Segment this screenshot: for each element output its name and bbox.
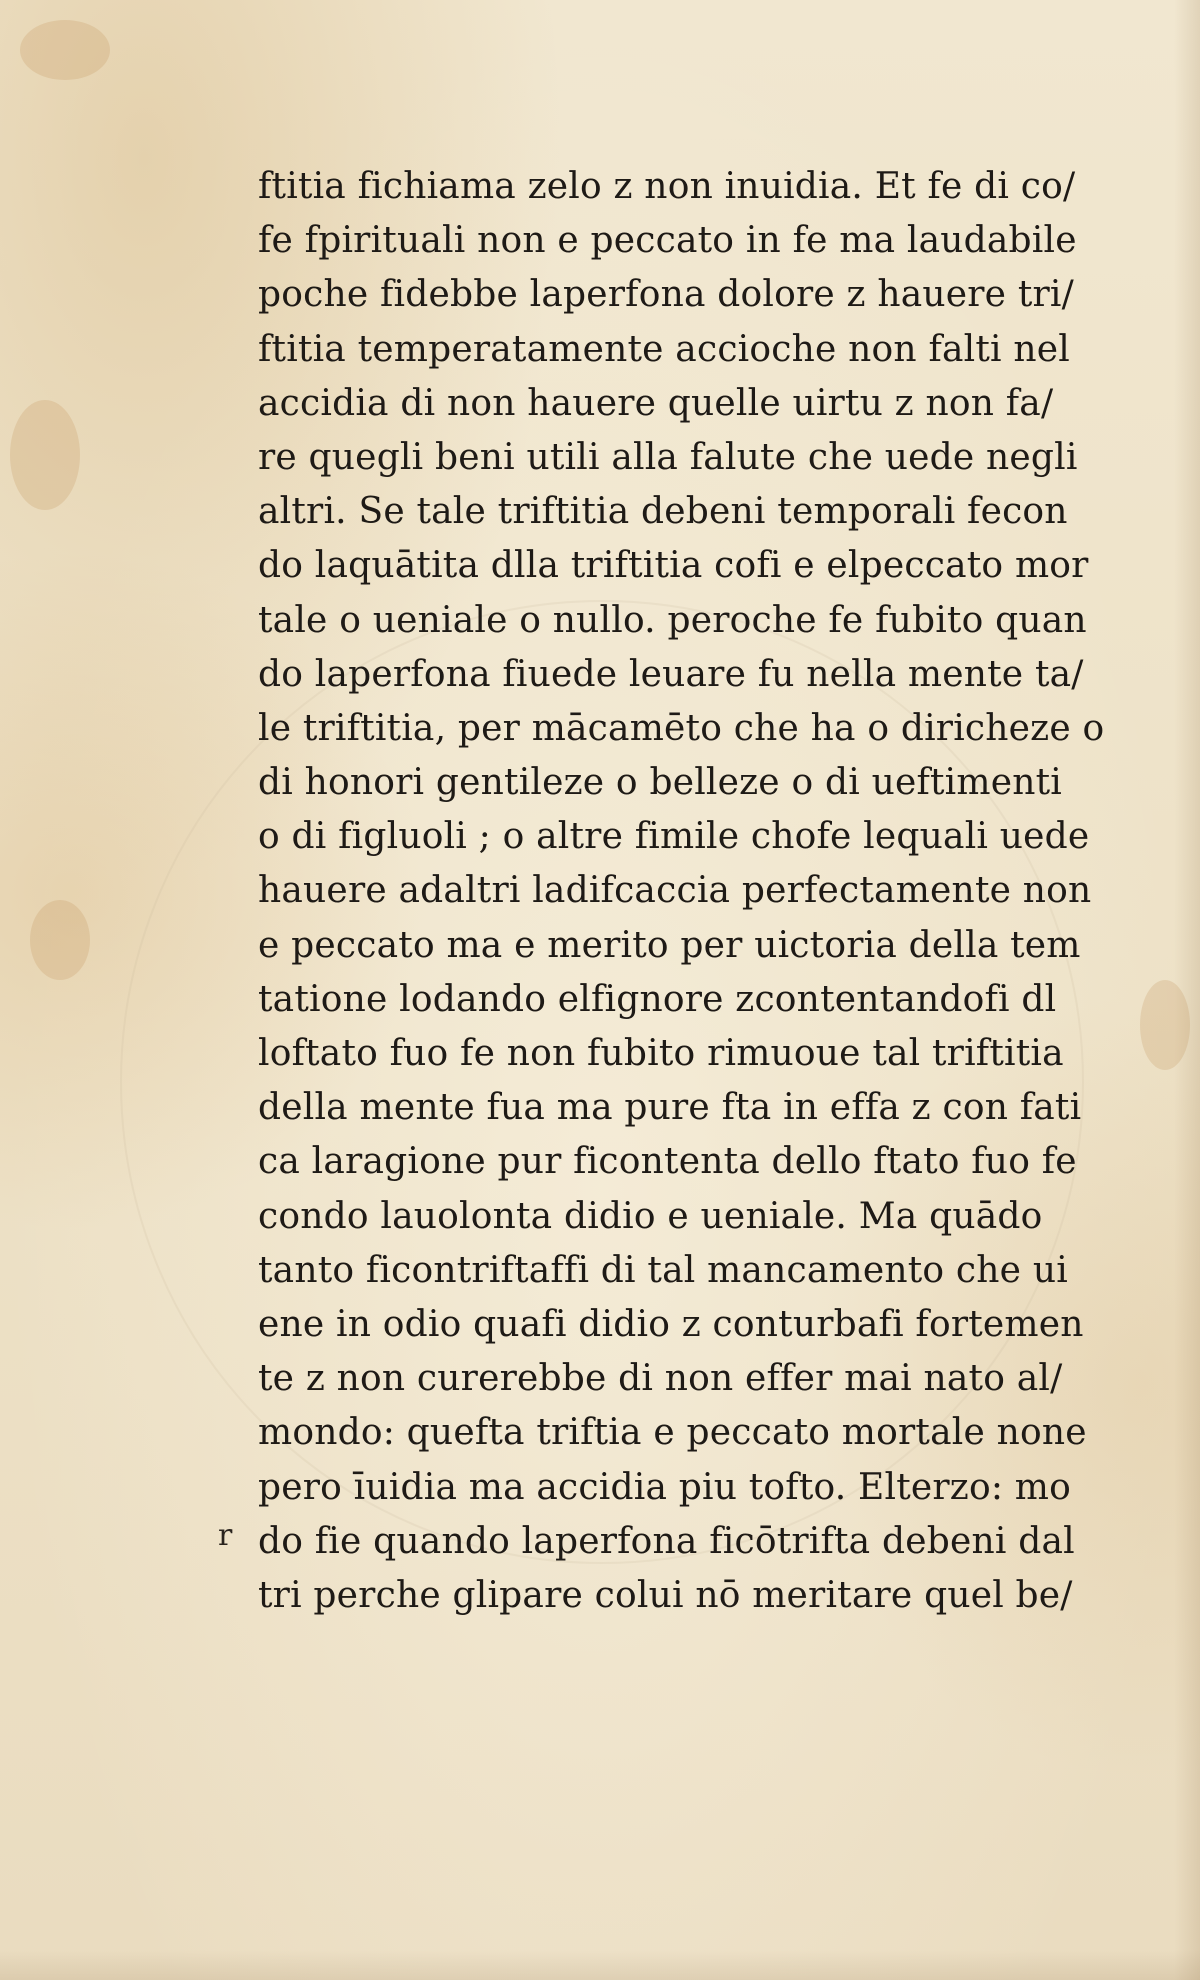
text-line: di honori gentileze o belleze o di ueftimenti [258, 762, 1062, 804]
margin-mark: r [218, 1518, 233, 1553]
foxing-stain [10, 400, 80, 510]
text-line: fe fpirituali non e peccato in fe ma laudabile [258, 220, 1077, 262]
foxing-stain [30, 900, 90, 980]
text-line: o di figluoli ; o altre fimile chofe lequali uede [258, 816, 1090, 858]
text-line: loftato fuo fe non fubito rimuoue tal triftitia [258, 1033, 1064, 1074]
text-line: poche fidebbe laperfona dolore z hauere tri/ [258, 274, 1074, 316]
text-line: tale o ueniale o nullo. peroche fe fubito quan [258, 599, 1087, 641]
page-edge-shadow [1174, 0, 1200, 1980]
text-line: do fie quando laperfona ficōtrifta debeni dal [258, 1520, 1075, 1562]
foxing-stain [20, 20, 110, 80]
text-line: le triftitia, per mācamēto che ha o diricheze o [258, 707, 1105, 749]
text-line: altri. Se tale triftitia debeni temporali fecon [258, 491, 1068, 533]
text-line: re quegli beni utili alla falute che uede negli [258, 436, 1078, 478]
body-text [258, 160, 1118, 1623]
text-line: te z non curerebbe di non effer mai nato al/ [258, 1358, 1063, 1400]
text-line: tri perche glipare colui nō meritare quel be/ [258, 1574, 1073, 1616]
text-line: della mente fua ma pure fta in effa z con fati [258, 1087, 1082, 1129]
text-line: e peccato ma e merito per uictoria della tem [258, 924, 1081, 966]
text-line: ftitia temperatamente accioche non falti nel [258, 328, 1070, 370]
text-line: mondo: quefta triftia e peccato mortale none [258, 1412, 1087, 1454]
text-line: tanto ficontriftaffi di tal mancamento che ui [258, 1249, 1068, 1291]
text-line: ene in odio quafi didio z conturbafi fortemen [258, 1303, 1084, 1345]
text-line: pero īuidia ma accidia piu tofto. Elterzo: mo [258, 1466, 1072, 1508]
text-line: hauere adaltri ladifcaccia perfectamente non [258, 870, 1092, 912]
text-line: ftitia fichiama zelo z non inuidia. Et fe di co/ [258, 166, 1076, 207]
text-line: do laperfona fiuede leuare fu nella mente ta/ [258, 653, 1084, 695]
page-bottom-edge [0, 1950, 1200, 1980]
text-line: tatione lodando elfignore zcontentandofi dl [258, 978, 1057, 1020]
text-line: accidia di non hauere quelle uirtu z non fa/ [258, 382, 1054, 424]
text-line: condo lauolonta didio e ueniale. Ma quādo [258, 1195, 1043, 1237]
text-line: ca laragione pur ficontenta dello ftato fuo fe [258, 1141, 1077, 1183]
text-line: do laquātita dlla triftitia cofi e elpeccato mor [258, 545, 1089, 587]
